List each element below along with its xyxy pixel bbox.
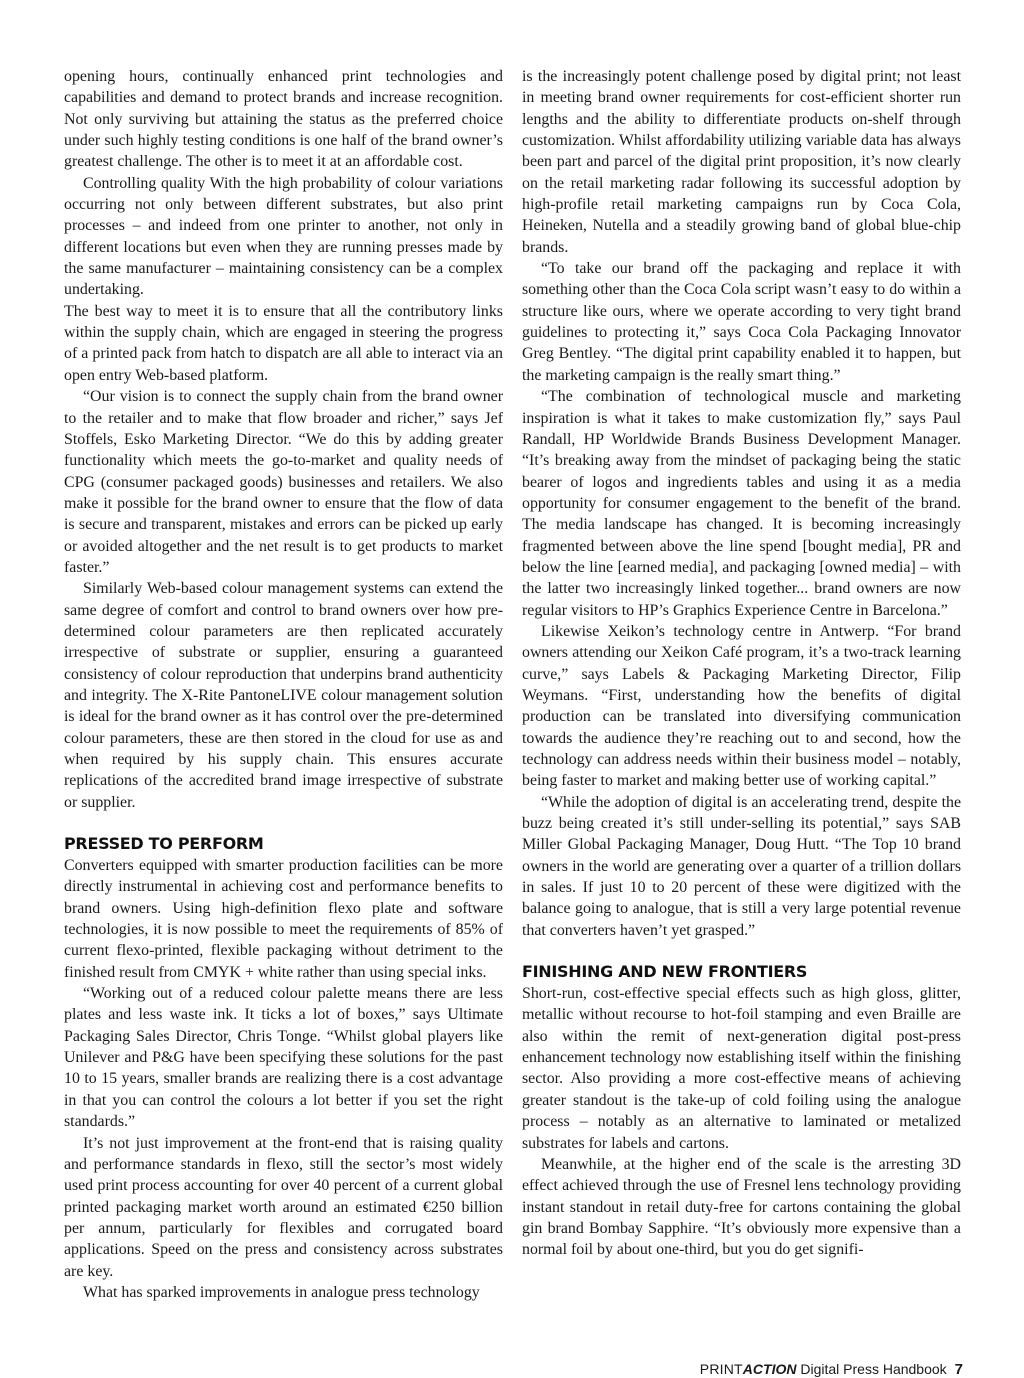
page-number: 7 xyxy=(954,1361,963,1378)
body-paragraph: Converters equipped with smarter production facilities can be more directly instrumental in achieving cost and performance benefits to brand owners. Using high-definition flexo plate and software technologies, it is now possible to meet the requirements of 85% of current flexo-printed, flexible packaging without detriment to the finished result from CMYK + white rather than using special inks. xyxy=(64,857,503,981)
section-heading-finishing: FINISHING AND NEW FRONTIERS xyxy=(522,962,808,982)
body-paragraph: The best way to meet it is to ensure that all the contributory links within the supply chain, which are engaged in steering the progress of a printed pack from hatch to dispatch are all able to interact via an open entry Web-based platform. xyxy=(64,302,503,384)
body-paragraph: Short-run, cost-effective special effects such as high gloss, glitter, metallic without recourse to hot-foil stamping and even Braille are also within the remit of next-generation digital post-press enhancement technology now establishing itself within the finishing sector. Also providing a more cost-effective means of achieving greater standout is the take-up of cold foiling using the analogue process – notably as an alternative to laminated or metalized substrates for labels and cartons. xyxy=(522,985,961,1152)
page-footer xyxy=(700,1361,963,1378)
body-paragraph: It’s not just improvement at the front-end that is raising quality and performance standards in flexo, still the sector’s most widely used print process accounting for over 40 percent of a current global printed packaging market worth around an estimated €250 billion per annum, particularly for flexibles and corrugated board applications. Speed on the press and consistency across substrates are key. xyxy=(64,1134,503,1280)
body-paragraph: “Working out of a reduced colour palette means there are less plates and less waste ink. It ticks a lot of boxes,” says Ultimate Packaging Sales Director, Chris Tonge. “Whilst global players like Unilever and P&G have been specifying these solutions for the past 10 to 15 years, smaller brands are realizing there is a cost advantage in that you can control the colours a lot better if you set the right standards.” xyxy=(64,985,503,1131)
body-paragraph: “While the adoption of digital is an accelerating trend, despite the buzz being created it’s still under-selling its potential,” says SAB Miller Global Packaging Manager, Doug Hutt. “The Top 10 brand owners in the world are generating over a quarter of a trillion dollars in sales. If just 10 to 20 percent of these were digitized with the balance going to analogue, that is still a very large potential revenue that converters haven’t yet grasped.” xyxy=(522,793,961,939)
body-paragraph: “Our vision is to connect the supply chain from the brand owner to the retailer and to make that flow broader and richer,” says Jef Stoffels, Esko Marketing Director. “We do this by adding greater functionality which meets the go-to-market and quality needs of CPG (consumer packaged goods) businesses and retailers. We also make it possible for the brand owner to ensure that the flow of data is secure and transparent, mistakes and errors can be picked up early or avoided altogether and the net result is to get products to market faster.” xyxy=(64,388,503,576)
body-paragraph: opening hours, continually enhanced print technologies and capabilities and demand to protect brands and increase recognition. Not only surviving but attaining the status as the preferred choice under such highly testing conditions is one half of the brand owner’s greatest challenge. The other is to meet it at an affordable cost. xyxy=(64,68,503,171)
section-heading-pressed-to-perform: PRESSED TO PERFORM xyxy=(64,834,264,854)
body-paragraph: Similarly Web-based colour management systems can extend the same degree of comfort and control to brand owners over how pre-determined colour parameters are then replicated accurately irrespective of substrate or supplier, ensuring a guaranteed consistency of colour reproduction that underpins brand authenticity and integrity. The X-Rite PantoneLIVE colour management solution is ideal for the brand owner as it has control over the pre-determined colour parameters, these are then stored in the cloud for use as and when required by his supply chain. This ensures accurate replications of the accredited brand image irrespective of substrate or supplier. xyxy=(64,580,503,811)
body-paragraph: “The combination of technological muscle and marketing inspiration is what it takes to make customization fly,” says Paul Randall, HP Worldwide Brands Business Development Manager. “It’s breaking away from the mindset of packaging being the static bearer of logos and ingredients tables and using it as a media opportunity for consumer engagement to the benefit of the brand. The media landscape has changed. It is becoming increasingly fragmented between above the line spend [bought media], PR and below the line [earned media], and packaging [owned media] – with the latter two increasingly linked together... brand owners are now regular visitors to HP’s Graphics Experience Centre in Barcelona.” xyxy=(522,388,961,619)
left-column xyxy=(64,66,503,1303)
body-paragraph: Controlling quality With the high probability of colour variations occurring not only between different substrates, but also print processes – and indeed from one printer to another, not only in different locations but even when they are running presses made by the same manufacturer – maintaining consistency can be a complex undertaking. xyxy=(64,174,503,299)
footer-brand-print: PRINT xyxy=(699,1361,743,1377)
body-paragraph: “To take our brand off the packaging and replace it with something other than the Coca Cola script wasn’t easy to do within a structure like ours, where we operate according to very tight brand guidelines to protecting it,” says Coca Cola Packaging Innovator Greg Bentley. “The digital print capability enabled it to happen, but the marketing campaign is the really smart thing.” xyxy=(522,260,961,384)
body-paragraph: Likewise Xeikon’s technology centre in Antwerp. “For brand owners attending our Xeikon Café program, it’s a two-track learning curve,” says Labels & Packaging Marketing Director, Filip Weymans. “First, understanding how the benefits of digital production can be translated into diversifying communication towards the audience they’re reaching out to and second, how the technology can address needs within their business model – notably, being faster to market and making better use of working capital.” xyxy=(522,622,961,790)
body-paragraph: is the increasingly potent challenge posed by digital print; not least in meeting brand owner requirements for cost-efficient shorter run lengths and the ability to differentiate products on-shelf through customization. Whilst affordability utilizing variable data has always been part and parcel of the digital print proposition, it’s now clearly on the retail marketing radar following its successful adoption by high-profile retail marketing campaigns run by Coca Cola, Heineken, Nutella and a steadily growing band of global blue-chip brands. xyxy=(522,68,961,256)
body-paragraph: Meanwhile, at the higher end of the scale is the arresting 3D effect achieved through the use of Fresnel lens technology providing instant standout in retail duty-free for cartons containing the global gin brand Bombay Sapphire. “It’s obviously more expensive than a normal foil by about one-third, but you do get signifi- xyxy=(522,1155,961,1259)
footer-brand-action: ACTION xyxy=(742,1361,797,1377)
footer-title: Digital Press Handbook xyxy=(796,1361,947,1377)
body-paragraph: What has sparked improvements in analogue press technology xyxy=(83,1283,480,1301)
right-column xyxy=(522,66,961,1261)
